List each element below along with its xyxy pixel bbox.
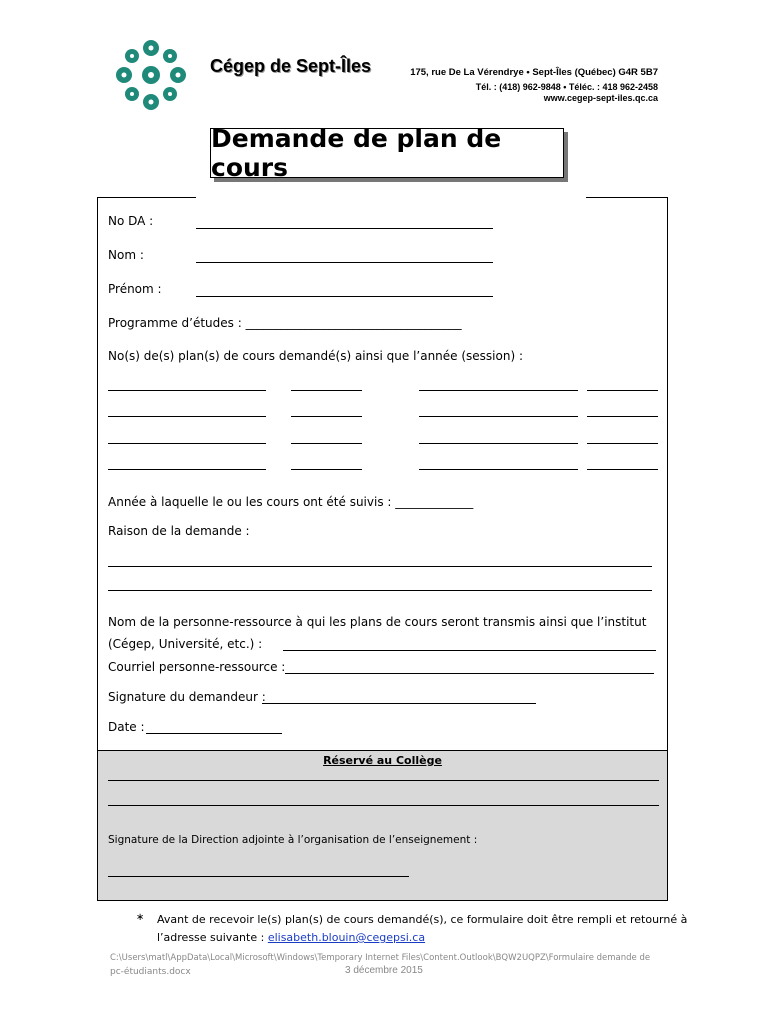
course-session-line[interactable]	[587, 390, 658, 391]
footer-date: 3 décembre 2015	[345, 965, 423, 976]
raison-line-2[interactable]	[108, 590, 652, 591]
reserve-title: Réservé au Collège	[323, 754, 442, 767]
course-plan-line[interactable]	[419, 443, 578, 444]
course-plan-line[interactable]	[108, 416, 266, 417]
signature-label: Signature du demandeur :	[108, 690, 266, 704]
frame-gap	[196, 194, 586, 200]
signature-direction-field[interactable]	[108, 876, 409, 877]
raison-line-1[interactable]	[108, 566, 652, 567]
reserve-line-1[interactable]	[108, 780, 659, 781]
course-session-line[interactable]	[587, 416, 658, 417]
signature-direction-label: Signature de la Direction adjointe à l’organisation de l’enseignement :	[108, 834, 478, 846]
course-plan-line[interactable]	[108, 390, 266, 391]
contact-email-link[interactable]: elisabeth.blouin@cegepsi.ca	[267, 931, 426, 944]
college-name: Cégep de Sept-Îles	[210, 56, 372, 76]
reserve-line-2[interactable]	[108, 805, 659, 806]
college-address: 175, rue De La Vérendrye • Sept-Îles (Québec) G4R 5B7	[410, 67, 658, 78]
footer-note-prefix: l’adresse suivante :	[157, 931, 268, 944]
bullet-icon: ∗	[136, 912, 145, 923]
course-session-line[interactable]	[291, 416, 362, 417]
no-da-field[interactable]	[196, 228, 493, 229]
college-phone: Tél. : (418) 962-9848 • Téléc. : 418 962-2458	[475, 82, 658, 92]
course-session-line[interactable]	[291, 390, 362, 391]
course-session-line[interactable]	[291, 469, 362, 470]
institut-field[interactable]	[283, 650, 656, 651]
personne-ressource-label: Nom de la personne-ressource à qui les plans de cours seront transmis ainsi que l’institut	[108, 615, 647, 629]
date-field[interactable]	[146, 733, 282, 734]
prenom-label: Prénom :	[108, 282, 162, 296]
nom-label: Nom :	[108, 248, 144, 262]
signature-field[interactable]	[262, 703, 536, 704]
plans-demandes-label: No(s) de(s) plan(s) de cours demandé(s) ainsi que l’année (session) :	[108, 349, 524, 363]
course-session-line[interactable]	[291, 443, 362, 444]
course-plan-line[interactable]	[108, 469, 266, 470]
no-da-label: No DA :	[108, 214, 154, 228]
course-session-line[interactable]	[587, 469, 658, 470]
course-plan-line[interactable]	[419, 390, 578, 391]
annee-suivis-field[interactable]: Année à laquelle le ou les cours ont été suivis : _____________	[108, 495, 474, 509]
reserve-section	[98, 750, 667, 900]
date-label: Date :	[108, 720, 145, 734]
institut-label: (Cégep, Université, etc.) :	[108, 637, 263, 651]
programme-field[interactable]: Programme d’études : ____________________________________	[108, 316, 462, 330]
course-plan-line[interactable]	[108, 443, 266, 444]
course-session-line[interactable]	[587, 443, 658, 444]
courriel-label: Courriel personne-ressource :	[108, 660, 286, 674]
file-path-line1: C:\Users\matl\AppData\Local\Microsoft\Windows\Temporary Internet Files\Content.Outlook\BQW2UQPZ\Formulaire demande de	[110, 953, 651, 963]
form-title: Demande de plan de cours	[210, 128, 564, 178]
raison-label: Raison de la demande :	[108, 524, 250, 538]
course-plan-line[interactable]	[419, 416, 578, 417]
footer-note-line1: Avant de recevoir le(s) plan(s) de cours demandé(s), ce formulaire doit être rempli et retourné à	[157, 913, 688, 926]
course-plan-line[interactable]	[419, 469, 578, 470]
nom-field[interactable]	[196, 262, 493, 263]
college-logo-icon	[110, 34, 192, 116]
courriel-field[interactable]	[285, 673, 654, 674]
file-path-line2: pc-étudiants.docx	[110, 967, 191, 977]
prenom-field[interactable]	[196, 296, 493, 297]
college-website: www.cegep-sept-iles.qc.ca	[543, 93, 658, 103]
